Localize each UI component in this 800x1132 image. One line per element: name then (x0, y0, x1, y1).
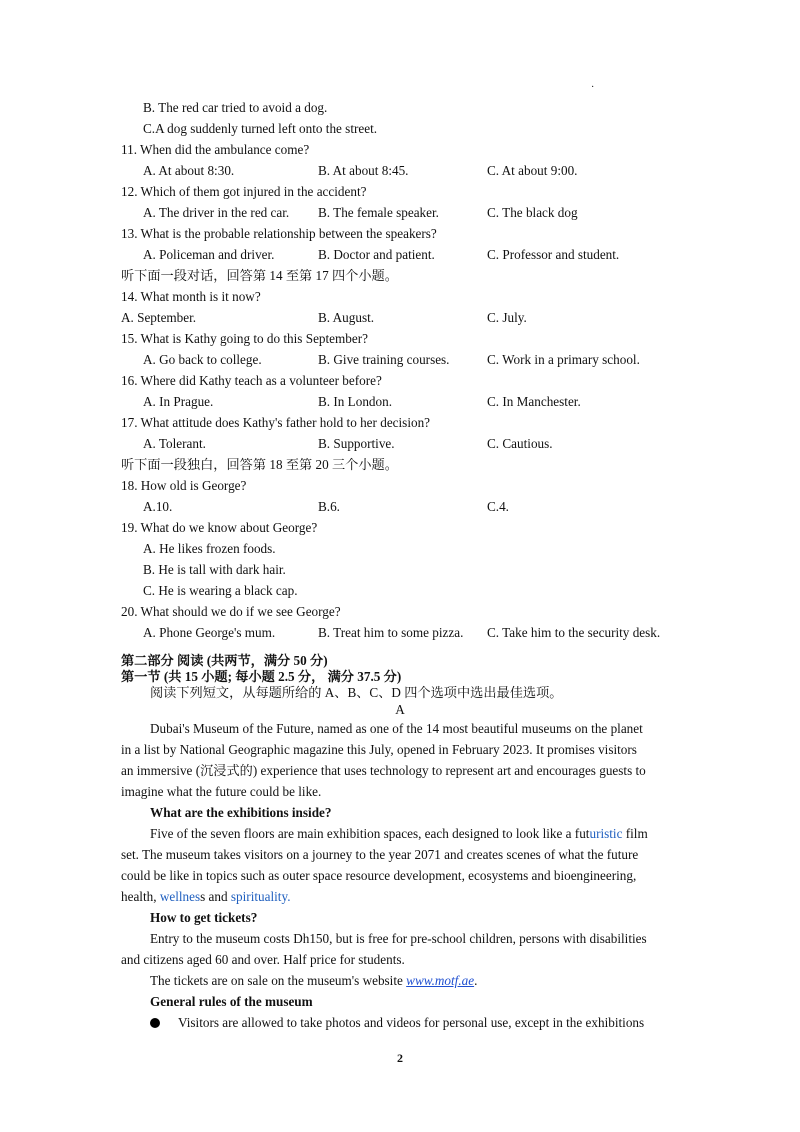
q11-option-b: B. At about 8:45. (318, 163, 409, 178)
question-15: 15. What is Kathy going to do this September? (121, 331, 368, 346)
q14-option-b: B. August. (318, 310, 375, 325)
instruction-monologue: 听下面一段独白，回答第 18 至第 20 三个小题。 (121, 457, 398, 472)
q19-option-a: A. He likes frozen foods. (143, 541, 276, 556)
reading-directions: 阅读下列短文，从每题所给的 A、B、C、D 四个选项中选出最佳选项。 (150, 685, 563, 700)
passage-p1-line3: an immersive (沉浸式的) experience that uses technology to represent art and encourages guests to (121, 763, 646, 778)
passage-p1-line2: in a list by National Geographic magazine this July, opened in February 2023. It promises visitors (121, 742, 637, 757)
question-20: 20. What should we do if we see George? (121, 604, 341, 619)
q13-option-a: A. Policeman and driver. (143, 247, 275, 262)
passage-p2-line2: set. The museum takes visitors on a journey to the year 2071 and creates scenes of what the future (121, 847, 639, 862)
question-16: 16. Where did Kathy teach as a volunteer before? (121, 373, 382, 388)
subheading-exhibitions: What are the exhibitions inside? (150, 805, 332, 820)
passage-p1-line1: Dubai's Museum of the Future, named as one of the 14 most beautiful museums on the planet (150, 721, 643, 736)
bullet-icon (150, 1018, 160, 1028)
q18-option-b: B.6. (318, 499, 340, 514)
q15-option-c: C. Work in a primary school. (487, 352, 640, 367)
q11-option-a: A. At about 8:30. (143, 163, 235, 178)
passage-p2-line3: could be like in topics such as outer space resource development, ecosystems and bioengineering, (121, 868, 637, 883)
q19-option-c: C. He is wearing a black cap. (143, 583, 298, 598)
q13-option-b: B. Doctor and patient. (318, 247, 435, 262)
page-number: 2 (397, 1051, 403, 1065)
q20-option-b: B. Treat him to some pizza. (318, 625, 464, 640)
passage-p2-line4: health, wellness and spirituality. (121, 889, 291, 904)
passage-p1-line4: imagine what the future could be like. (121, 784, 322, 799)
rule-item-1: Visitors are allowed to take photos and videos for personal use, except in the exhibitions (178, 1015, 645, 1030)
q17-option-c: C. Cautious. (487, 436, 553, 451)
question-12: 12. Which of them got injured in the accident? (121, 184, 367, 199)
q13-option-c: C. Professor and student. (487, 247, 620, 262)
q12-option-c: C. The black dog (487, 205, 578, 220)
q20-option-a: A. Phone George's mum. (143, 625, 276, 640)
q19-option-b: B. He is tall with dark hair. (143, 562, 286, 577)
museum-website-link[interactable]: www.motf.ae (406, 973, 475, 988)
q14-option-a: A. September. (121, 310, 197, 325)
question-14: 14. What month is it now? (121, 289, 261, 304)
q17-option-a: A. Tolerant. (143, 436, 206, 451)
q17-option-b: B. Supportive. (318, 436, 395, 451)
q11-option-c: C. At about 9:00. (487, 163, 578, 178)
q12-option-a: A. The driver in the red car. (143, 205, 290, 220)
subheading-tickets: How to get tickets? (150, 910, 258, 925)
subheading-rules: General rules of the museum (150, 994, 313, 1009)
top-mark: · (591, 82, 595, 93)
prev-option-c: C.A dog suddenly turned left onto the street. (143, 121, 378, 136)
q15-option-a: A. Go back to college. (143, 352, 262, 367)
q15-option-b: B. Give training courses. (318, 352, 450, 367)
q20-option-c: C. Take him to the security desk. (487, 625, 661, 640)
q14-option-c: C. July. (487, 310, 527, 325)
q12-option-b: B. The female speaker. (318, 205, 439, 220)
passage-p3-line2: and citizens aged 60 and over. Half price for students. (121, 952, 405, 967)
passage-label: A (395, 702, 405, 717)
q18-option-c: C.4. (487, 499, 509, 514)
question-11: 11. When did the ambulance come? (121, 142, 310, 157)
passage-p2-line1: Five of the seven floors are main exhibition spaces, each designed to look like a futuristic film (150, 826, 648, 841)
question-13: 13. What is the probable relationship between the speakers? (121, 226, 437, 241)
question-17: 17. What attitude does Kathy's father hold to her decision? (121, 415, 431, 430)
part2-heading: 第二部分 阅读 (共两节，满分 50 分) (121, 653, 328, 668)
prev-option-b: B. The red car tried to avoid a dog. (143, 100, 328, 115)
question-18: 18. How old is George? (121, 478, 247, 493)
q16-option-c: C. In Manchester. (487, 394, 581, 409)
question-19: 19. What do we know about George? (121, 520, 318, 535)
q16-option-a: A. In Prague. (143, 394, 214, 409)
section1-heading: 第一节 (共 15 小题; 每小题 2.5 分， 满分 37.5 分) (121, 669, 402, 684)
passage-p4: The tickets are on sale on the museum's website www.motf.ae. (150, 973, 478, 988)
q16-option-b: B. In London. (318, 394, 392, 409)
passage-p3-line1: Entry to the museum costs Dh150, but is free for pre-school children, persons with disabilities (150, 931, 647, 946)
instruction-dialog: 听下面一段对话，回答第 14 至第 17 四个小题。 (121, 268, 398, 283)
q18-option-a: A.10. (143, 499, 173, 514)
